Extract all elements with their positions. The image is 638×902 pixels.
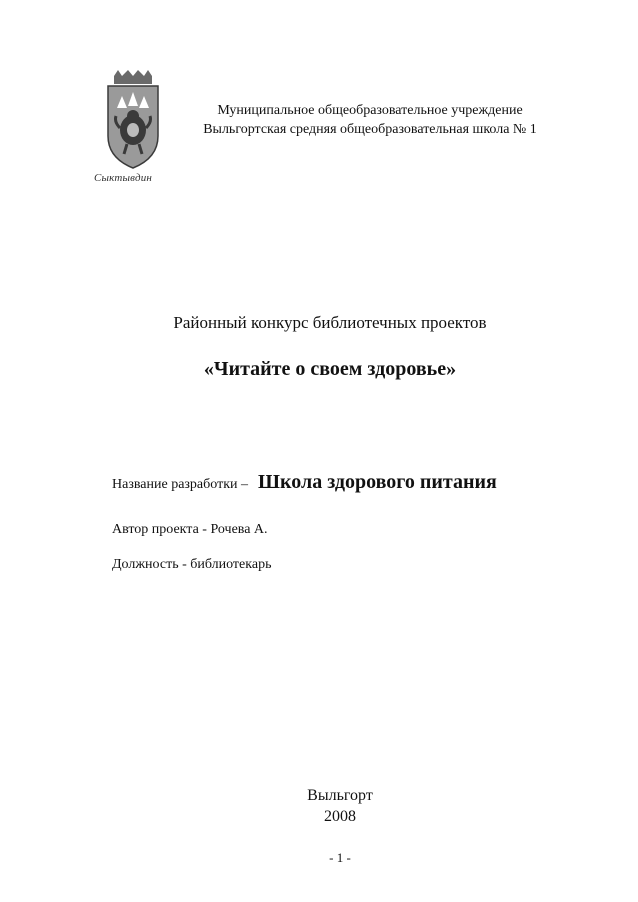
emblem-caption: Сыктывдин bbox=[94, 172, 153, 184]
project-position: Должность - библиотекарь bbox=[112, 557, 272, 572]
contest-quote: «Читайте о своем здоровье» bbox=[203, 358, 457, 380]
footer-year: 2008 bbox=[324, 808, 356, 825]
project-title-label: Название разработки – bbox=[112, 477, 249, 492]
contest-name: Районный конкурс библиотечных проектов bbox=[173, 313, 487, 332]
footer-city: Выльгорт bbox=[307, 787, 373, 804]
project-title-value: Школа здорового питания bbox=[258, 471, 497, 493]
project-author: Автор проекта - Рочева А. bbox=[112, 522, 268, 537]
coat-of-arms-emblem bbox=[100, 70, 166, 170]
project-title-row bbox=[112, 471, 612, 494]
coat-of-arms-icon bbox=[100, 70, 166, 170]
institution-line-1: Муниципальное общеобразовательное учреждение bbox=[217, 103, 523, 118]
page-number: - 1 - bbox=[329, 850, 351, 865]
institution-line-2: Выльгортская средняя общеобразовательная школа № 1 bbox=[203, 122, 537, 137]
